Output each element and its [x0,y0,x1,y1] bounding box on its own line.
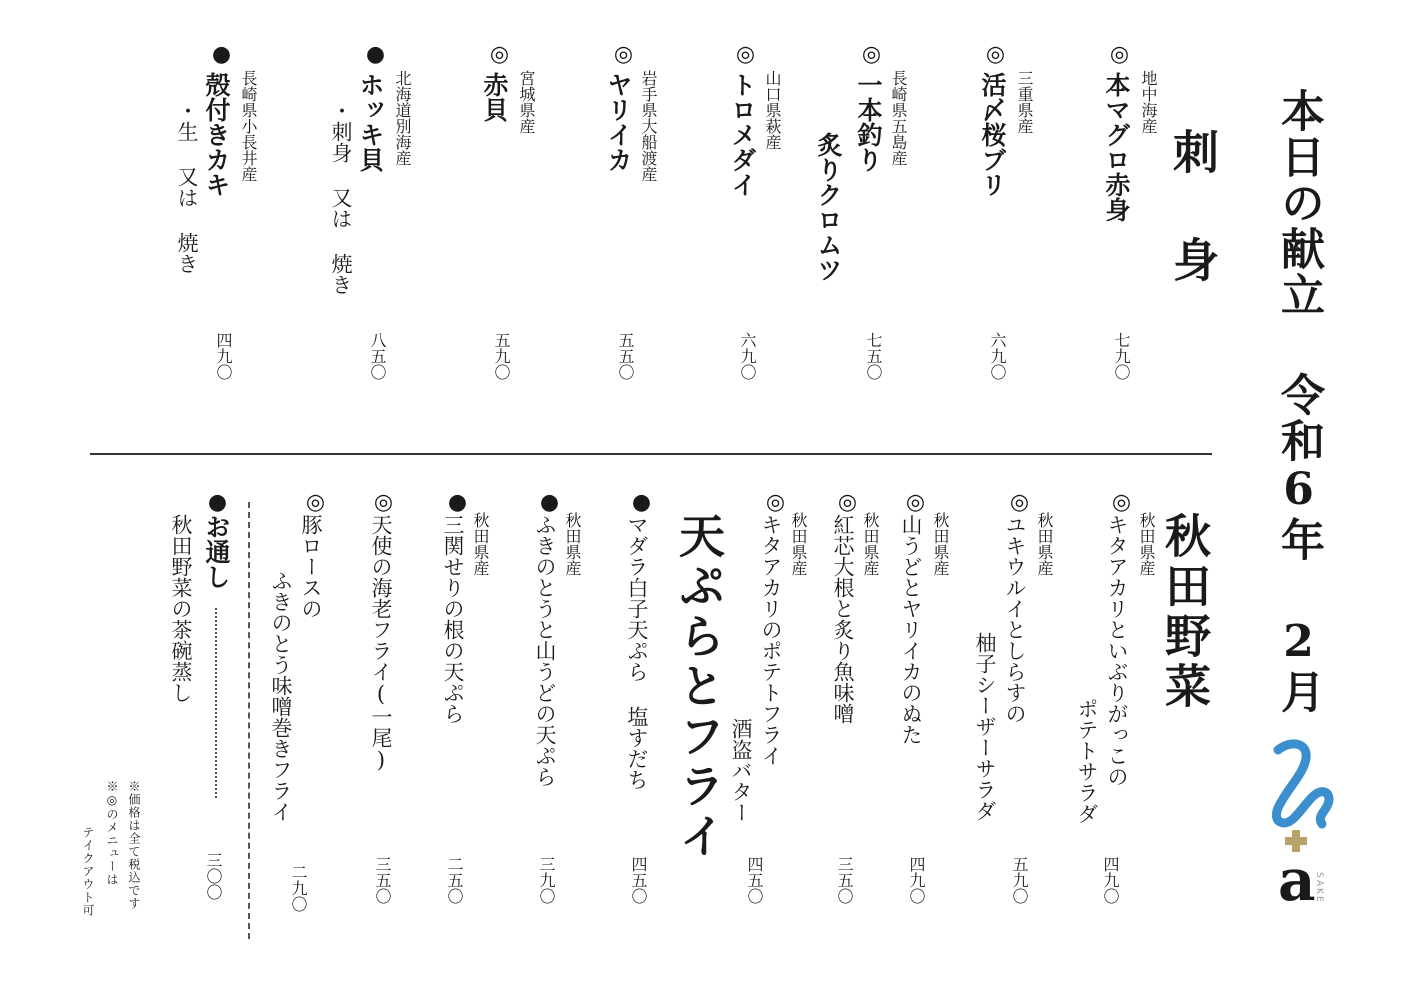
item-name: 豚ロースの [299,514,323,619]
otoshi-separator [248,502,250,939]
item-name: 紅芯大根と炙り魚味噌 [831,514,855,724]
item-price: 四九〇 [1101,856,1120,904]
item-price: 二五〇 [445,856,464,904]
item-origin: 三重県産 [1015,70,1034,134]
item-mark: ◎ [903,490,928,515]
item-origin: 秋田県産 [789,512,808,576]
item-origin: 北海道別海産 [393,70,412,166]
item-origin: 宮城県産 [517,70,536,134]
item-price: 五九〇 [1010,856,1029,904]
item-name-line2: ふきのとう味噌巻きフライ [269,570,293,822]
item-origin: 山口県萩産 [763,70,782,150]
item-price: 八五〇 [368,332,387,380]
section-divider [90,453,1212,455]
item-name: ふきのとうと山うどの天ぷら [533,514,557,787]
item-mark: ◎ [733,42,758,67]
item-price: 三五〇 [835,856,854,904]
item-price: 五五〇 [616,332,635,380]
item-mark: ◎ [763,490,788,515]
item-mark: ◎ [1107,42,1132,67]
item-name: マダラ白子天ぷら 塩すだち [625,514,649,790]
item-mark: ● [205,490,230,515]
menu-date: 令和6年 2月 [1273,372,1324,715]
section-sashimi: 刺 身 [1166,128,1220,286]
item-origin: 地中海産 [1139,70,1158,134]
note-takeout-2: テイクアウト可 [81,826,95,917]
item-mark: ◎ [983,42,1008,67]
item-name: 本マグロ赤身 [1102,72,1131,222]
item-mark: ● [629,490,654,515]
note-tax: ※価格は全て税込です [127,780,141,910]
item-price: 三九〇 [537,856,556,904]
item-name: ホッキ貝 [356,72,385,172]
item-mark: ● [445,490,470,515]
item-price: 六九〇 [738,332,757,380]
item-name: ヤリイカ [604,72,633,172]
item-mark: ◎ [1109,490,1134,515]
logo-swirl-icon [1276,744,1328,824]
item-price: 三〇〇 [204,852,223,900]
item-origin: 長崎県五島産 [889,70,908,166]
item-name: 活〆桜ブリ [978,72,1007,197]
item-mark: ● [537,490,562,515]
item-name-line2: 柚子シーザーサラダ [973,632,997,821]
item-price: 七五〇 [864,332,883,380]
item-origin: 秋田県産 [931,512,950,576]
note-takeout: ※◎のメニューは [105,780,119,886]
item-price: 六九〇 [988,332,1007,380]
item-name: トロメダイ [728,72,757,197]
item-mark: ● [363,42,388,67]
sake-logo [1256,732,1346,912]
item-price: 二九〇 [289,864,308,912]
item-origin: 岩手県大船渡産 [639,70,658,182]
item-name: 一本釣り [854,72,883,172]
item-mark: ◎ [835,490,860,515]
item-name-line2: ポテトサラダ [1075,698,1099,824]
item-sub: ・刺身 又は 焼き [329,100,353,295]
item-price: 七九〇 [1112,332,1131,380]
menu-title: 本日の献立 [1273,88,1324,318]
item-mark: ◎ [1007,490,1032,515]
logo-letters: SAKE [1314,872,1324,904]
otoshi-leader-dots [215,608,217,798]
item-mark: ● [209,42,234,67]
item-mark: ◎ [859,42,884,67]
item-name: 三関せりの根の天ぷら [441,514,465,724]
item-origin: 秋田県産 [861,512,880,576]
item-price: 四九〇 [214,332,233,380]
item-name: 赤貝 [480,72,509,122]
otoshi-desc: 秋田野菜の茶碗蒸し [169,514,193,703]
item-sub: ・生 又は 焼き [175,100,199,274]
item-origin: 秋田県産 [563,512,582,576]
section-tempura: 天ぷらとフライ [672,512,726,862]
item-price: 四五〇 [745,856,764,904]
item-mark: ◎ [611,42,636,67]
logo-a-letter: a [1278,846,1316,912]
item-mark: ◎ [371,490,396,515]
item-name: 山うどとヤリイカのぬた [899,514,923,745]
item-price: 五九〇 [492,332,511,380]
item-mark: ◎ [303,490,328,515]
item-name: ユキウルイとしらすの [1003,514,1027,724]
item-origin: 秋田県産 [1035,512,1054,576]
item-name: キタアカリのポテトフライ [759,514,783,766]
item-price: 三五〇 [373,856,392,904]
item-origin: 秋田県産 [471,512,490,576]
otoshi-label: お通し [202,514,231,589]
item-origin: 秋田県産 [1137,512,1156,576]
item-name: キタアカリといぶりがっこの [1105,514,1129,787]
section-akita-yasai: 秋田野菜 [1158,512,1212,712]
item-name: 天使の海老フライ(一尾) [369,514,393,772]
item-price: 四九〇 [907,856,926,904]
item-origin: 長崎県小長井産 [239,70,258,182]
item-name-line2: 炙りクロムツ [814,132,843,282]
item-mark: ◎ [487,42,512,67]
item-name: 殻付きカキ [202,72,231,197]
item-price: 四五〇 [629,856,648,904]
item-name-line2: 酒盗バター [729,718,753,823]
